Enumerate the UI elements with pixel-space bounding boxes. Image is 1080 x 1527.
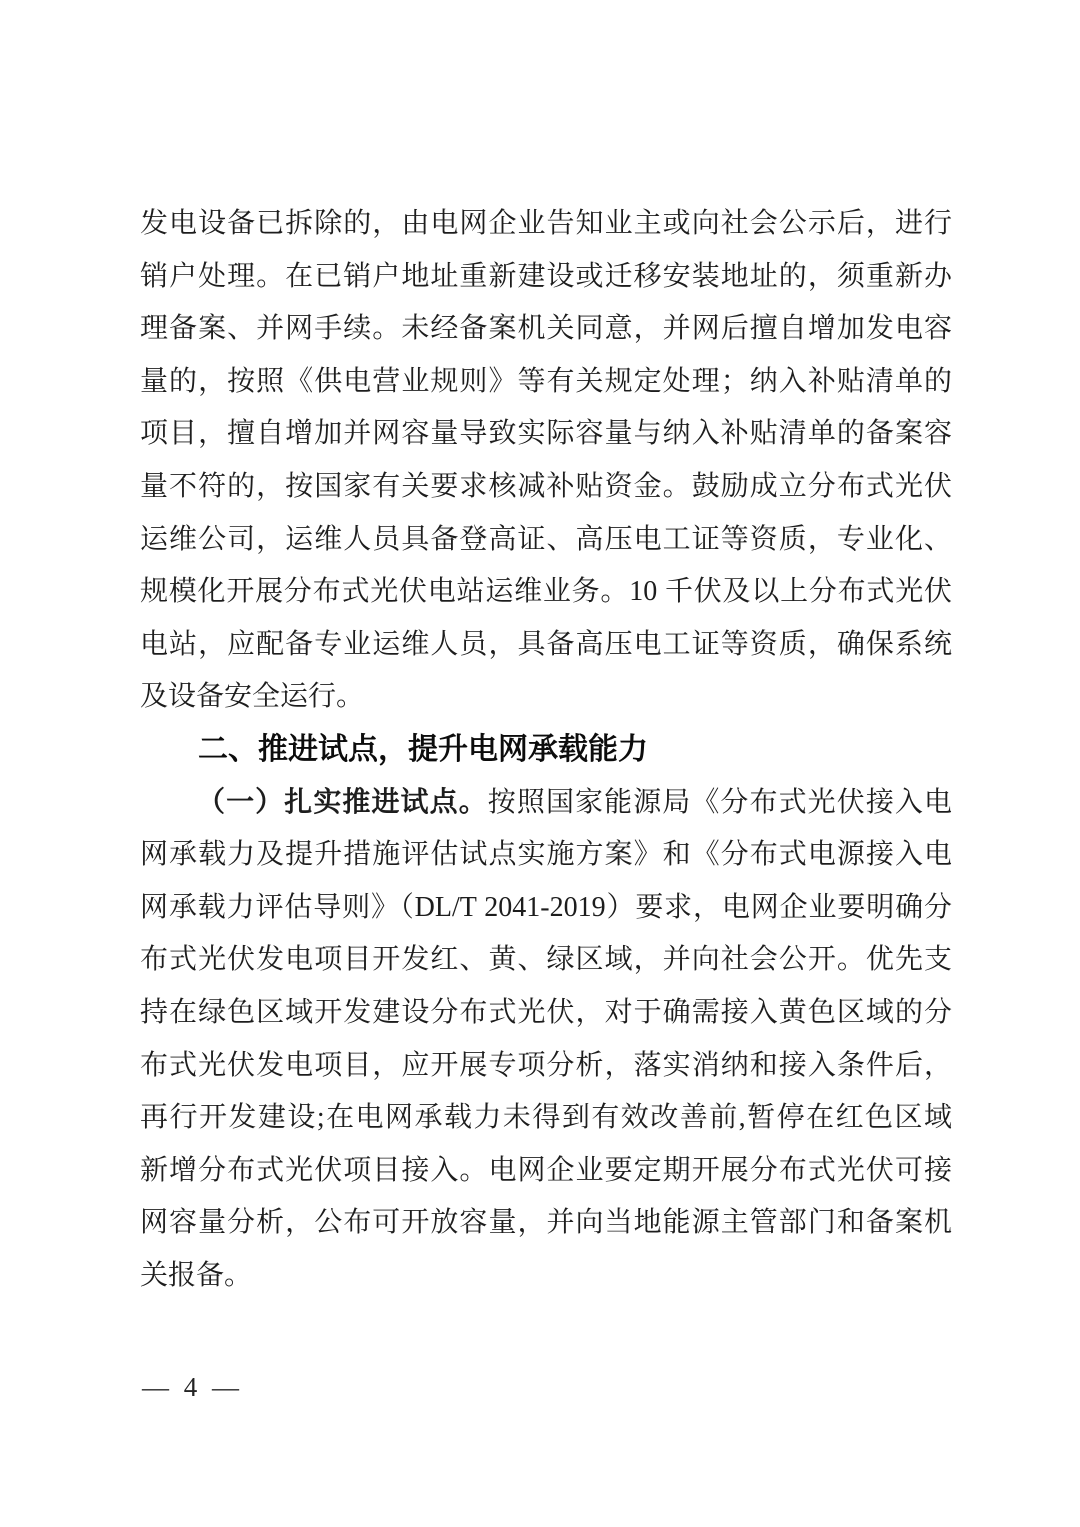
body-line: 及设备安全运行。 (140, 681, 365, 713)
body-line: 关报备。 (140, 1259, 253, 1291)
body-line: 销户处理。在已销户地址重新建设或迁移安装地址的，须重新办 (140, 260, 952, 292)
body-line: 理备案、并网手续。未经备案机关同意，并网后擅自增加发电容 (140, 313, 952, 345)
body-line: 网承载力评估导则》（DL/T 2041-2019）要求，电网企业要明确分 (140, 891, 952, 923)
body-line: 再行开发建设;在电网承载力未得到有效改善前,暂停在红色区域 (140, 1102, 952, 1134)
body-line: 网容量分析，公布可开放容量，并向当地能源主管部门和备案机 (140, 1207, 952, 1239)
body-line: 持在绿色区域开发建设分布式光伏，对于确需接入黄色区域的分 (140, 996, 952, 1028)
subsection-lead: （一）扎实推进试点。 (197, 786, 488, 818)
body-line: 量不符的，按国家有关要求核减补贴资金。鼓励成立分布式光伏 (140, 470, 952, 502)
body-line: 规模化开展分布式光伏电站运维业务。10 千伏及以上分布式光伏 (140, 576, 952, 608)
body-line: 项目，擅自增加并网容量导致实际容量与纳入补贴清单的备案容 (140, 418, 952, 450)
page-footer (142, 1372, 243, 1403)
body-line: 电站，应配备专业运维人员，具备高压电工证等资质，确保系统 (140, 628, 952, 660)
body-line (140, 777, 952, 830)
body-line: 布式光伏发电项目开发红、黄、绿区域，并向社会公开。优先支 (140, 944, 952, 976)
body-line: 新增分布式光伏项目接入。电网企业要定期开展分布式光伏可接 (140, 1154, 952, 1186)
page-number: — 4 — (142, 1372, 243, 1402)
body-line-text: 按照国家能源局《分布式光伏接入电 (487, 786, 952, 818)
section-heading: 二、推进试点，提升电网承载能力 (198, 732, 648, 766)
body-line: 发电设备已拆除的，由电网企业告知业主或向社会公示后，进行 (140, 208, 952, 239)
body-line: 量的，按照《供电营业规则》等有关规定处理；纳入补贴清单的 (140, 365, 952, 397)
body-line: 运维公司，运维人员具备登高证、高压电工证等资质，专业化、 (140, 523, 952, 555)
body-line: 布式光伏发电项目，应开展专项分析，落实消纳和接入条件后， (140, 1049, 952, 1081)
body-line: 网承载力及提升措施评估试点实施方案》和《分布式电源接入电 (140, 839, 952, 871)
document-body (140, 198, 952, 1302)
